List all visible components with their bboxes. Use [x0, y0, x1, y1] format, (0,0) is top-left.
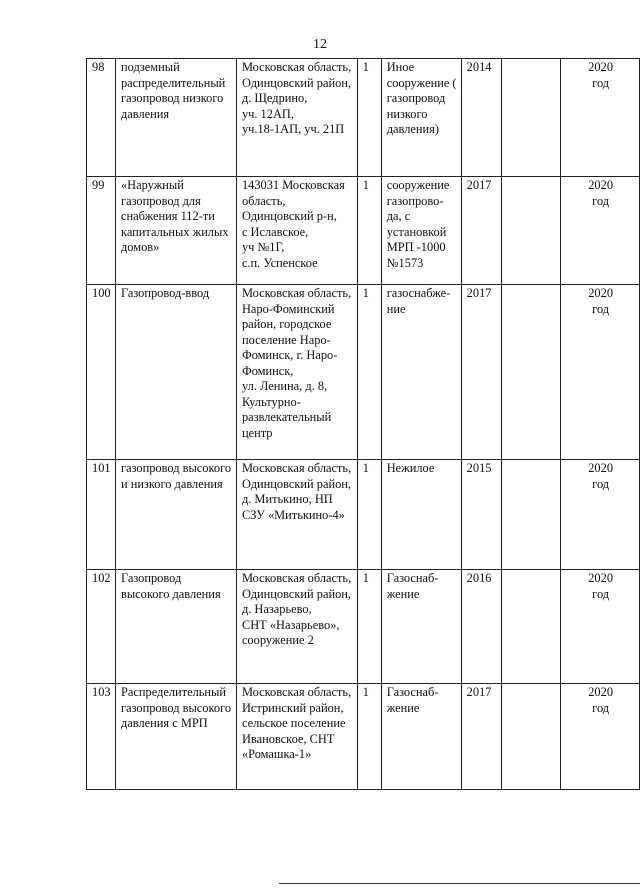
- registration-year: 2020 год: [561, 460, 640, 570]
- construction-year: 2017: [461, 684, 501, 790]
- row-number: 98: [87, 59, 116, 177]
- object-type: Газоснаб-жение: [381, 684, 461, 790]
- object-name: подземный распределительный газопровод низкого давления: [115, 59, 236, 177]
- row-number: 100: [87, 285, 116, 460]
- row-number: 101: [87, 460, 116, 570]
- page-number: 12: [313, 37, 327, 52]
- empty-cell: [501, 285, 561, 460]
- object-address: Московская область, Одинцовский район, д. Митькино, НП СЗУ «Митькино-4»: [236, 460, 357, 570]
- object-type: сооружение газопрово-да, с установкой МРП -1000 №1573: [381, 177, 461, 285]
- object-address: Московская область, Истринский район, сельское поселение Ивановское, СНТ «Ромашка-1»: [236, 684, 357, 790]
- row-number: 99: [87, 177, 116, 285]
- construction-year: 2017: [461, 177, 501, 285]
- object-type: Нежилое: [381, 460, 461, 570]
- registration-year: 2020 год: [561, 59, 640, 177]
- empty-cell: [501, 684, 561, 790]
- registration-year: 2020 год: [561, 177, 640, 285]
- row-number: 103: [87, 684, 116, 790]
- object-name: Газопровод высокого давления: [115, 570, 236, 684]
- table-row: [87, 285, 640, 460]
- object-name: Распределительный газопровод высокого давления с МРП: [115, 684, 236, 790]
- object-address: 143031 Московская область, Одинцовский р-н, с Иславское, уч №1Г, с.п. Успенское: [236, 177, 357, 285]
- construction-year: 2017: [461, 285, 501, 460]
- object-address: Московская область, Одинцовский район, д. Назарьево, СНТ «Назарьево», сооружение 2: [236, 570, 357, 684]
- object-name: Газопровод-ввод: [115, 285, 236, 460]
- object-quantity: 1: [357, 177, 381, 285]
- empty-cell: [501, 460, 561, 570]
- row-number: 102: [87, 570, 116, 684]
- table-body: [87, 59, 640, 790]
- object-type: Газоснаб-жение: [381, 570, 461, 684]
- bottom-divider: [279, 883, 640, 884]
- table-row: [87, 59, 640, 177]
- object-quantity: 1: [357, 570, 381, 684]
- object-name: газопровод высокого и низкого давления: [115, 460, 236, 570]
- registration-year: 2020 год: [561, 285, 640, 460]
- empty-cell: [501, 177, 561, 285]
- object-address: Московская область, Одинцовский район, д. Щедрино, уч. 12АП, уч.18-1АП, уч. 21П: [236, 59, 357, 177]
- object-quantity: 1: [357, 59, 381, 177]
- construction-year: 2015: [461, 460, 501, 570]
- table-row: [87, 460, 640, 570]
- empty-cell: [501, 59, 561, 177]
- object-type: Иное сооружение ( газопровод низкого давления): [381, 59, 461, 177]
- table-row: [87, 570, 640, 684]
- registration-year: 2020 год: [561, 684, 640, 790]
- object-name: «Наружный газопровод для снабжения 112-ти капитальных жилых домов»: [115, 177, 236, 285]
- table-row: [87, 177, 640, 285]
- object-quantity: 1: [357, 460, 381, 570]
- gas-pipeline-registry-table: [86, 58, 640, 790]
- empty-cell: [501, 570, 561, 684]
- construction-year: 2014: [461, 59, 501, 177]
- object-address: Московская область, Наро-Фоминский район, городское поселение Наро-Фоминск, г. Наро-Фоминск, ул. Ленина, д. 8, Культурно-развлекательный центр: [236, 285, 357, 460]
- object-type: газоснабже-ние: [381, 285, 461, 460]
- object-quantity: 1: [357, 684, 381, 790]
- registration-year: 2020 год: [561, 570, 640, 684]
- table-row: [87, 684, 640, 790]
- construction-year: 2016: [461, 570, 501, 684]
- object-quantity: 1: [357, 285, 381, 460]
